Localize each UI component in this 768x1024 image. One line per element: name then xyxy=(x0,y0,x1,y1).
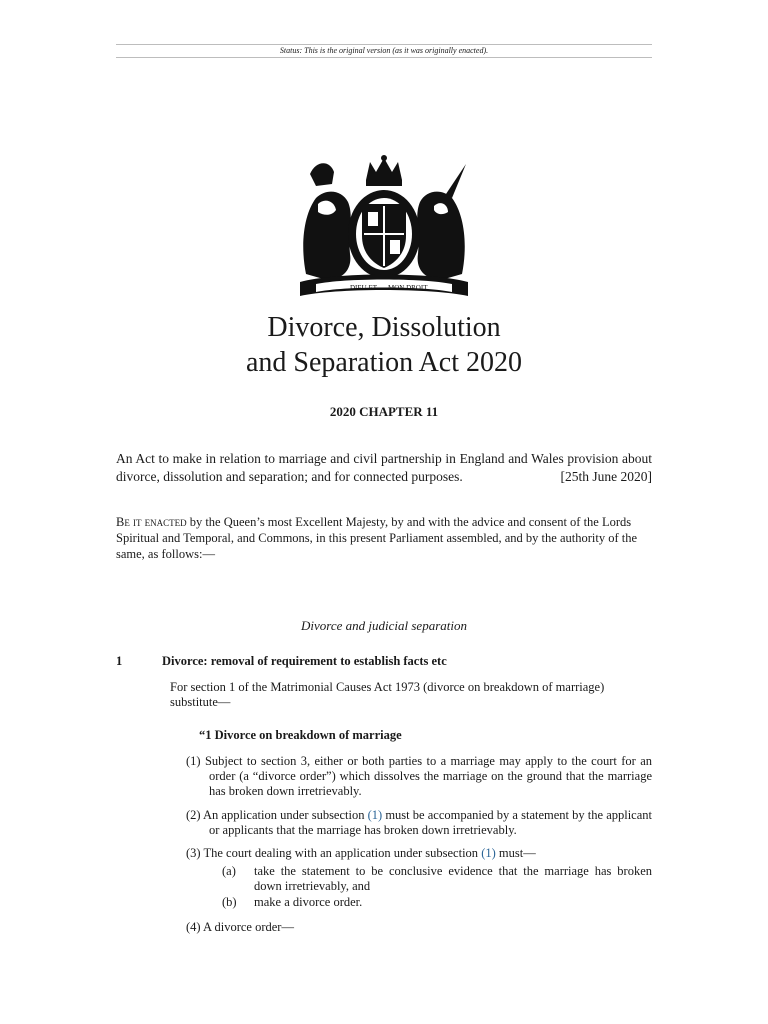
subsection-2-text xyxy=(186,808,652,838)
motto-right: MON DROIT xyxy=(388,284,428,292)
paragraph-a xyxy=(222,864,652,894)
subsection-3 xyxy=(186,846,652,861)
paragraph-a-text: take the statement to be conclusive evidence that the marriage has broken down irretrievably, and xyxy=(254,864,652,893)
subsection-4 xyxy=(186,920,652,935)
act-title xyxy=(116,310,652,380)
status-bar xyxy=(116,44,652,58)
subsection-3-text-b: must— xyxy=(495,846,536,860)
status-text: Status: This is the original version (as it was originally enacted). xyxy=(279,46,489,55)
act-title-line1: Divorce, Dissolution xyxy=(267,312,501,343)
paragraph-b-label: (b) xyxy=(222,895,237,909)
subsection-1-text: (1) Subject to section 3, either or both parties to a marriage may apply to the court for an order (a “divorce order”) which dissolves the marriage on the ground that the marriage has broken down irretrievably. xyxy=(186,754,652,798)
section-intro: For section 1 of the Matrimonial Causes Act 1973 (divorce on breakdown of marriage) substitute— xyxy=(170,680,605,709)
enacting-caps: Be it enacted xyxy=(116,515,187,529)
paragraph-a-label: (a) xyxy=(222,864,236,878)
subsection-2 xyxy=(186,808,652,838)
subsection-3-text-a: (3) The court dealing with an application under subsection xyxy=(186,846,482,860)
chapter-number: 2020 CHAPTER 11 xyxy=(329,404,439,419)
long-title xyxy=(116,450,652,486)
subsection-2-text-b: must be accompanied by a statement by the applicant or applicants that the marriage has broken down irretrievably. xyxy=(209,808,653,837)
quoted-section-heading: “1 Divorce on breakdown of marriage xyxy=(199,728,402,742)
enacting-text: by the Queen’s most Excellent Majesty, by and with the advice and consent of the Lords Spiritual and Temporal, and Commons, in this present Parliament assembled, and by the authority of the same, as follows:— xyxy=(116,515,638,561)
subsection-2-text-a: (2) An application under subsection xyxy=(186,808,368,822)
royal-assent-date: [25th June 2020] xyxy=(560,469,652,484)
paragraph-b-text: make a divorce order. xyxy=(254,895,363,909)
subsection-3-text xyxy=(186,846,652,861)
long-title-text: An Act to make in relation to marriage and civil partnership in England and Wales provision about divorce, dissolution and separation; and for connected purposes. xyxy=(116,451,652,484)
subsection-1-link[interactable]: (1) xyxy=(367,808,383,822)
royal-coat-of-arms-icon xyxy=(296,154,472,300)
act-title-line2: and Separation Act 2020 xyxy=(245,347,523,378)
enacting-formula xyxy=(116,514,652,562)
motto-left: DIEU ET xyxy=(350,284,378,292)
cross-heading: Divorce and judicial separation xyxy=(301,618,467,633)
subsection-1 xyxy=(186,754,652,799)
section-title: Divorce: removal of requirement to establish facts etc xyxy=(162,654,447,668)
subsection-1-link-2[interactable]: (1) xyxy=(481,846,496,860)
section-number: 1 xyxy=(116,654,123,668)
subsection-4-text: (4) A divorce order— xyxy=(186,920,294,934)
paragraph-b xyxy=(222,895,652,910)
